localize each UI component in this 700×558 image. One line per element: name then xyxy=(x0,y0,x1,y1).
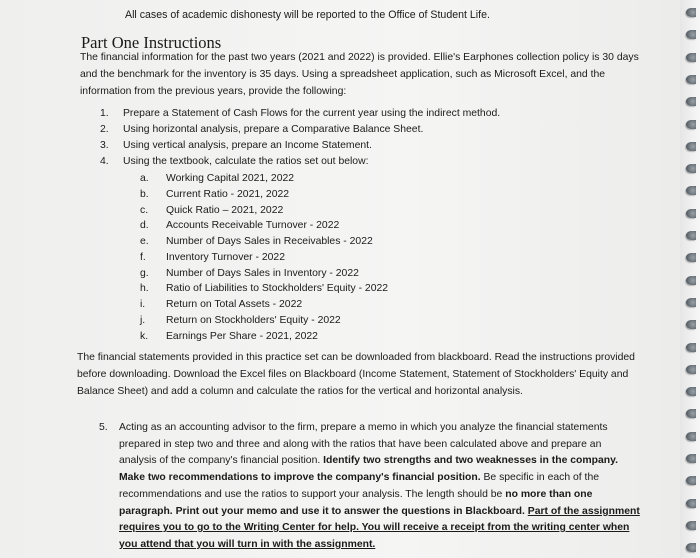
binding-ring xyxy=(686,30,696,39)
writing-center-note: Part of the assignment requires you to go to the Writing Center for help. You will receive a receipt from the writing center when you attend that you will turn in with the assignment. xyxy=(119,505,640,550)
ratio-text: Current Ratio - 2021, 2022 xyxy=(166,188,290,200)
ratio-letter: h. xyxy=(140,283,149,295)
binding-ring xyxy=(686,521,696,530)
ratio-text: Working Capital 2021, 2022 xyxy=(166,173,295,184)
recommendations-note: Make two recommendations to improve the company's financial position. xyxy=(119,472,481,484)
download-instructions: The financial statements provided in this practice set can be downloaded from blackboard. Read the instructions provided before downloading. Download the Excel files on Blackboard (Income Statement, Statement of Stockholders' Equity and Balance Sheet) and add a column and calculate the ratios for the vertical and horizontal analysis. xyxy=(77,352,635,397)
binding-ring xyxy=(686,298,696,307)
ratio-text: Ratio of Liabilities to Stockholders' Equity - 2022 xyxy=(166,283,389,295)
binding-ring xyxy=(686,231,696,240)
ratio-letter: g. xyxy=(140,267,149,279)
ratio-letter: b. xyxy=(140,188,149,200)
binding-ring xyxy=(686,499,696,508)
binding-ring xyxy=(686,343,696,352)
ratio-letter: d. xyxy=(140,220,149,232)
step-number: 3. xyxy=(100,140,109,151)
ratio-letter: a. xyxy=(140,173,149,184)
step-text: Prepare a Statement of Cash Flows for the current year using the indirect method. xyxy=(123,108,501,119)
print-memo-note: Print out your memo and use it to answer the questions in Blackboard. xyxy=(175,505,525,517)
ratio-letter: i. xyxy=(140,299,146,310)
strengths-weaknesses-note: Identify two strengths and two weaknesses in the company. xyxy=(323,455,618,467)
binding-ring xyxy=(686,543,696,552)
binding-ring xyxy=(686,97,696,106)
step-number: 2. xyxy=(100,124,109,135)
binding-ring xyxy=(686,320,696,329)
step-text: Using horizontal analysis, prepare a Comparative Balance Sheet. xyxy=(123,124,424,135)
binding-ring xyxy=(686,476,696,485)
ratio-letter: c. xyxy=(140,204,149,216)
step-number: 4. xyxy=(100,156,109,167)
ratio-text: Earnings Per Share - 2021, 2022 xyxy=(166,330,318,342)
academic-dishonesty-note: All cases of academic dishonesty will be reported to the Office of Student Life. xyxy=(125,9,490,21)
step-text: Using the textbook, calculate the ratios set out below: xyxy=(123,156,369,167)
binding-ring xyxy=(686,75,696,84)
binding-ring xyxy=(686,120,696,129)
binding-strip xyxy=(680,0,700,558)
step-number: 5. xyxy=(99,422,108,433)
ratio-letter: k. xyxy=(140,330,149,342)
binding-ring xyxy=(686,209,696,218)
ratio-text: Inventory Turnover - 2022 xyxy=(166,251,285,263)
ratio-text: Accounts Receivable Turnover - 2022 xyxy=(166,220,340,232)
binding-ring xyxy=(686,164,696,173)
binding-ring xyxy=(686,409,696,418)
specificity-note: Be specific in each of the recommendations and use the ratios to support your analysis. The length should be xyxy=(119,472,600,500)
binding-ring xyxy=(686,186,696,195)
binding-ring xyxy=(686,432,696,441)
part-one-heading: Part One Instructions xyxy=(81,33,222,52)
binding-ring xyxy=(686,142,696,151)
binding-ring xyxy=(686,276,696,285)
ratio-letter: e. xyxy=(140,236,149,247)
ratio-text: Return on Total Assets - 2022 xyxy=(166,299,303,310)
binding-ring xyxy=(686,454,696,463)
ratio-text: Return on Stockholders' Equity - 2022 xyxy=(166,314,341,326)
ratio-text: Quick Ratio – 2021, 2022 xyxy=(166,204,284,216)
memo-instructions: Acting as an accounting advisor to the firm, prepare a memo in which you analyze the financial statements prepared in step two and three and along with the ratios that have been calculated above and prepare an analysis of the company's financial position. xyxy=(119,422,608,467)
binding-ring xyxy=(686,365,696,374)
ratio-letter: f. xyxy=(140,251,146,263)
ratio-letter: j. xyxy=(140,314,146,326)
intro-paragraph: The financial information for the past two years (2021 and 2022) is provided. Ellie's Earphones collection policy is 30 days and the benchmark for the inventory is 35 days. Using a spreadsheet application, such as Microsoft Excel, and the information from the previous years, provide the following: xyxy=(80,52,639,97)
binding-ring xyxy=(686,253,696,262)
binding-ring xyxy=(686,53,696,62)
step-number: 1. xyxy=(100,108,109,119)
binding-ring xyxy=(686,387,696,396)
step-text: Using vertical analysis, prepare an Income Statement. xyxy=(123,140,372,151)
ratio-text: Number of Days Sales in Inventory - 2022 xyxy=(166,267,359,279)
step-5-text xyxy=(119,420,641,554)
binding-ring xyxy=(686,8,696,17)
ratio-text: Number of Days Sales in Receivables - 2022 xyxy=(166,236,373,247)
length-note: no more than one paragraph. xyxy=(119,488,593,517)
